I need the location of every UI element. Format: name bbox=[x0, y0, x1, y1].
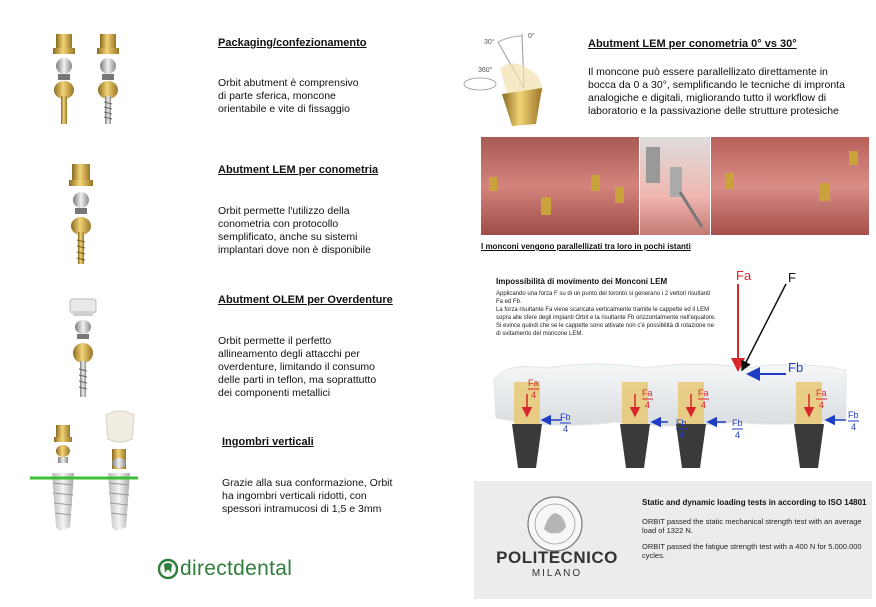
directdental-logo-text: directdental bbox=[180, 557, 293, 580]
lem-text: Orbit permette l'utilizzo della conometria con protocollo semplificato, anche su sistemi implantari dove non è disponibile bbox=[218, 205, 371, 256]
svg-text:Fa: Fa bbox=[698, 388, 709, 398]
svg-text:4: 4 bbox=[851, 422, 857, 432]
intraoral-photo-3 bbox=[711, 137, 869, 235]
politecnico-fatigue-text: ORBIT passed the fatigue strength test with a 400 N for 5.000.000 cycles. bbox=[642, 542, 862, 560]
force-paragraph-2: La forza risultante Fa viene scaricata verticalmente tramite le cappette ed il LEM sopra alle sfere degli impianti Orbit e la risultante Fb orizzontalmente nell'equatore. bbox=[496, 307, 716, 321]
fb4-label-3 bbox=[732, 418, 743, 440]
politecnico-city: MILANO bbox=[531, 568, 583, 579]
lem-abutment-image bbox=[62, 160, 102, 268]
svg-text:4: 4 bbox=[531, 390, 537, 400]
svg-text:4: 4 bbox=[701, 400, 707, 410]
force-paragraph-3: Si evince quindi che se le cappette sono attivate non c'è possibilità di rotazione ne di svitamento del moncone LEM. bbox=[496, 323, 714, 337]
fb4-label-4 bbox=[848, 410, 859, 432]
label-F: F bbox=[788, 270, 796, 285]
force-title: Impossibilità di movimento dei Monconi LEM bbox=[496, 277, 668, 286]
politecnico-static-text: ORBIT passed the static mechanical strength test with an average load of 1322 N. bbox=[642, 517, 862, 535]
photo-caption: I monconi vengono parallellizati tra loro in pochi istanti bbox=[481, 242, 691, 251]
force-diagram bbox=[486, 262, 872, 472]
vertical-text: Grazie alla sua conformazione, Orbit ha ingombri verticali ridotti, con spessori intramucosi di 1,5 e 3mm bbox=[222, 477, 393, 515]
intraoral-photo-2 bbox=[640, 137, 710, 235]
politecnico-box bbox=[474, 481, 872, 599]
olem-abutment-image bbox=[64, 295, 104, 403]
angle-label-360: 360° bbox=[478, 67, 493, 74]
politecnico-seal-icon bbox=[526, 495, 584, 553]
angle-diagram bbox=[450, 28, 560, 133]
force-paragraph-1: Applicando una forza F su di un punto del toronto si generano i 2 vettori risultanti Fa ed Fb. bbox=[496, 291, 711, 305]
intraoral-photo-1 bbox=[481, 137, 639, 235]
svg-text:4: 4 bbox=[679, 430, 685, 440]
svg-text:4: 4 bbox=[563, 424, 569, 434]
angle-title: Abutment LEM per conometria 0° vs 30° bbox=[588, 38, 797, 50]
angle-label-0: 0° bbox=[528, 33, 535, 40]
tooth-icon bbox=[158, 558, 178, 580]
svg-text:Fb: Fb bbox=[560, 412, 571, 422]
svg-text:Fa: Fa bbox=[816, 388, 827, 398]
olem-text: Orbit permette il perfetto allineamento degli attacchi per overdenture, limitando il consumo delle parti in teflon, ma soprattutto dei componenti metallici bbox=[218, 335, 377, 399]
fb4-label-1 bbox=[560, 412, 571, 434]
packaging-text: Orbit abutment è comprensivo di parte sferica, moncone orientabile e vite di fissaggio bbox=[218, 77, 359, 115]
svg-text:Fb: Fb bbox=[676, 418, 687, 428]
svg-text:4: 4 bbox=[735, 430, 741, 440]
label-Fb: Fb bbox=[788, 360, 804, 375]
directdental-logo bbox=[158, 556, 292, 582]
vertical-title: Ingombri verticali bbox=[222, 436, 314, 448]
lem-title: Abutment LEM per conometria bbox=[218, 164, 379, 176]
svg-text:Fb: Fb bbox=[848, 410, 859, 420]
svg-text:4: 4 bbox=[819, 400, 825, 410]
svg-text:Fb: Fb bbox=[732, 418, 743, 428]
packaging-abutments-image bbox=[48, 30, 128, 130]
olem-title: Abutment OLEM per Overdenture bbox=[218, 294, 393, 306]
angle-text: Il moncone può essere parallellizato direttamente in bocca da 0 a 30°, semplificando le tecniche di impronta analogiche e digitali, migliorando tutto il workflow di laboratorio e la passivazione delle strutture protesiche bbox=[588, 66, 845, 117]
svg-text:Fa: Fa bbox=[642, 388, 653, 398]
vertical-dimensions-image bbox=[30, 405, 180, 535]
angle-label-30: 30° bbox=[484, 39, 495, 46]
packaging-title: Packaging/confezionamento bbox=[218, 37, 367, 49]
politecnico-name: POLITECNICO bbox=[496, 548, 618, 567]
svg-text:Fa: Fa bbox=[528, 378, 539, 388]
label-Fa: Fa bbox=[736, 268, 752, 283]
politecnico-heading: Static and dynamic loading tests in according to ISO 14801 bbox=[642, 498, 867, 507]
svg-text:4: 4 bbox=[645, 400, 651, 410]
